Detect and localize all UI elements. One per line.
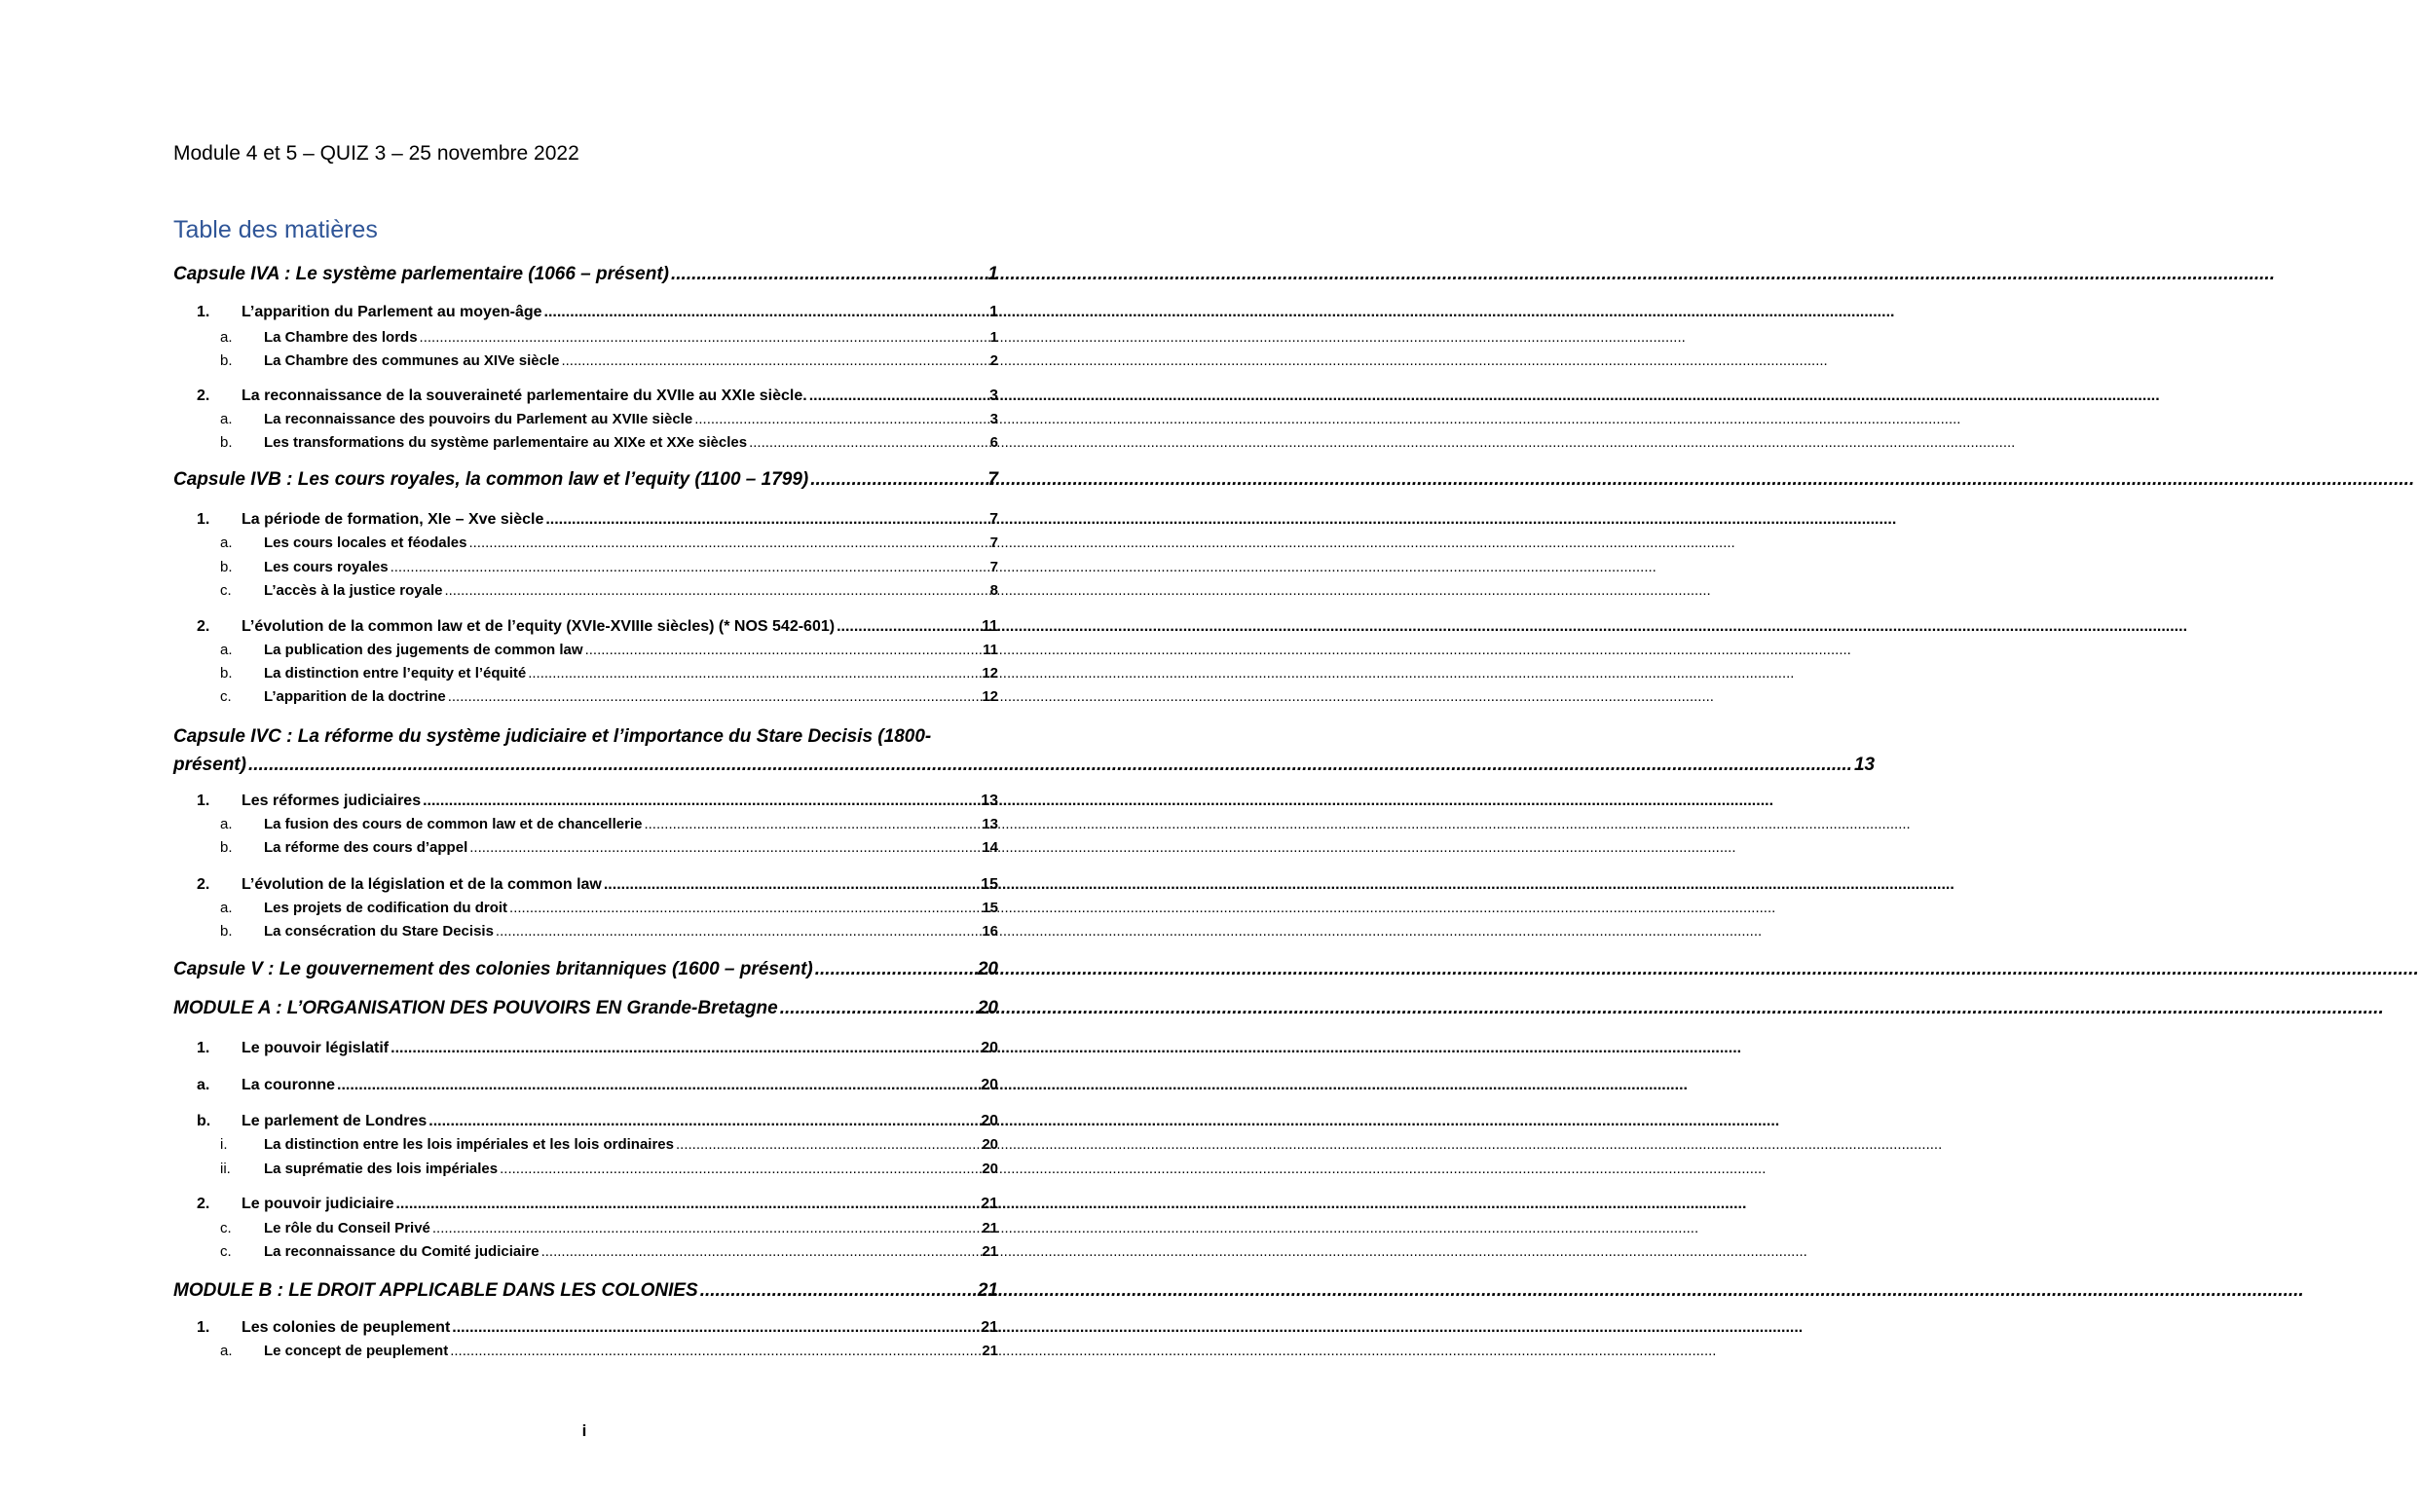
toc-page-number: 21	[977, 1280, 998, 1301]
toc-entry-label: La distinction entre les lois impériales et les lois ordinaires	[264, 1136, 674, 1153]
toc-entry-iva-2[interactable]	[197, 387, 998, 405]
toc-entry-label: Les colonies de peuplement	[242, 1319, 451, 1336]
toc-entry-label: Le pouvoir législatif	[242, 1040, 390, 1056]
toc-leader	[391, 1040, 979, 1057]
toc-entry-ma-2[interactable]	[197, 1196, 998, 1213]
toc-page-number: 8	[989, 582, 998, 599]
toc-entry-ma-bi[interactable]	[220, 1136, 998, 1153]
toc-leader	[391, 559, 988, 575]
toc-page-number: 3	[989, 411, 998, 427]
toc-leader	[500, 1161, 980, 1177]
toc-page-number: 11	[983, 642, 998, 658]
toc-entry-ma-b[interactable]	[197, 1113, 998, 1130]
toc-entry-label: Les cours royales	[264, 559, 389, 575]
toc-page-number: 14	[982, 839, 998, 856]
toc-entry-ivb-2[interactable]	[197, 618, 998, 636]
toc-leader	[561, 352, 987, 369]
toc-entry-number: b.	[197, 1113, 211, 1129]
toc-entry-number: 1.	[197, 793, 210, 809]
toc-leader	[468, 535, 987, 551]
toc-page-number: 15	[982, 900, 998, 916]
toc-leader	[837, 618, 980, 636]
toc-page-number: 15	[981, 876, 998, 893]
toc-entry-ivb-2b[interactable]	[220, 665, 998, 682]
toc-page-number: 12	[982, 688, 998, 705]
document-title: Module 4 et 5 – QUIZ 3 – 25 novembre 2022	[173, 142, 579, 165]
toc-page-number: 3	[989, 387, 998, 404]
toc-entry-number: 1.	[197, 1319, 210, 1336]
toc-entry-mb-1a[interactable]	[220, 1343, 998, 1359]
toc-entry-module-b[interactable]	[173, 1280, 998, 1302]
toc-page-number: 1	[987, 264, 998, 284]
toc-entry-label: Le rôle du Conseil Privé	[264, 1220, 430, 1236]
toc-leader	[815, 959, 976, 980]
toc-entry-number: a.	[220, 411, 233, 427]
toc-page-number: 21	[981, 1196, 998, 1212]
toc-entry-ivb-1c[interactable]	[220, 582, 998, 599]
toc-entry-number: a.	[220, 642, 233, 658]
toc-entry-number: b.	[220, 434, 233, 451]
toc-leader	[585, 642, 982, 658]
toc-leader	[337, 1077, 979, 1094]
toc-entry-ma-2c-1[interactable]	[220, 1220, 998, 1236]
toc-entry-number: 2.	[197, 876, 210, 893]
toc-leader	[541, 1243, 981, 1260]
toc-entry-label: La publication des jugements de common law	[264, 642, 583, 658]
toc-leader	[676, 1136, 980, 1153]
toc-page-number: 16	[982, 923, 998, 940]
toc-entry-label: La distinction entre l’equity et l’équité	[264, 665, 527, 682]
toc-entry-ivb-1b[interactable]	[220, 559, 998, 575]
toc-entry-label: La reconnaissance du Comité judiciaire	[264, 1243, 540, 1260]
toc-entry-label: La suprématie des lois impériales	[264, 1161, 499, 1177]
toc-entry-label: Capsule IVB : Les cours royales, la common law et l’equity (1100 – 1799)	[173, 469, 809, 490]
toc-entry-label: L’apparition du Parlement au moyen-âge	[242, 304, 542, 320]
toc-entry-label: L’évolution de la législation et de la common law	[242, 876, 602, 893]
toc-entry-ma-2c-2[interactable]	[220, 1243, 998, 1260]
toc-entry-number: ii.	[220, 1161, 231, 1177]
toc-entry-iva-1a[interactable]	[220, 329, 998, 346]
toc-entry-ivc-2b[interactable]	[220, 923, 998, 940]
toc-entry-number: b.	[220, 923, 233, 940]
toc-entry-number: a.	[220, 816, 233, 832]
toc-entry-label: Les projets de codification du droit	[264, 900, 508, 916]
toc-page-number: 20	[977, 998, 998, 1018]
toc-leader	[432, 1220, 980, 1236]
toc-entry-iva-1b[interactable]	[220, 352, 998, 369]
toc-page-number: 7	[989, 511, 998, 528]
toc-page-number: 21	[982, 1220, 998, 1236]
toc-entry-number: i.	[220, 1136, 228, 1153]
toc-leader	[444, 582, 987, 599]
toc-page-number: 11	[982, 618, 998, 635]
toc-entry-label: La reconnaissance de la souveraineté parlementaire du XVIIe au XXIe siècle.	[242, 387, 807, 404]
toc-leader	[544, 304, 988, 321]
toc-entry-number: 2.	[197, 1196, 210, 1212]
toc-page-number: 21	[981, 1319, 998, 1336]
toc-entry-label: MODULE B : LE DROIT APPLICABLE DANS LES COLONIES	[173, 1280, 698, 1301]
toc-entry-number: c.	[220, 1220, 232, 1236]
toc-entry-label: Capsule IVC : La réforme du système judiciaire et l’importance du Stare Decisis (1800-	[173, 726, 932, 747]
toc-leader	[450, 1343, 980, 1359]
toc-entry-number: 1.	[197, 1040, 210, 1056]
toc-page-number: 20	[982, 1161, 998, 1177]
toc-entry-label: Le concept de peuplement	[264, 1343, 449, 1359]
toc-entry-number: 2.	[197, 387, 210, 404]
toc-page-number: 20	[977, 959, 998, 979]
toc-leader	[428, 1113, 979, 1130]
toc-leader	[509, 900, 980, 916]
toc-page-number: 1	[989, 329, 998, 346]
toc-page-number: 7	[989, 535, 998, 551]
toc-leader	[395, 1196, 979, 1213]
toc-entry-number: b.	[220, 352, 233, 369]
toc-page-number: 20	[981, 1113, 998, 1129]
toc-leader	[248, 751, 1852, 779]
toc-entry-label: L’évolution de la common law et de l’equity (XVIe-XVIIIe siècles) (* NOS 542-601)	[242, 618, 836, 635]
toc-entry-number: a.	[220, 329, 233, 346]
toc-entry-ivb-1a[interactable]	[220, 535, 998, 551]
toc-entry-capsule-ivc[interactable]	[173, 722, 1876, 779]
toc-entry-ivc-1b[interactable]	[220, 839, 998, 856]
toc-entry-label: Le pouvoir judiciaire	[242, 1196, 394, 1212]
toc-page-number: 7	[989, 559, 998, 575]
toc-entry-capsule-iva[interactable]	[173, 264, 998, 285]
toc-leader	[700, 1280, 976, 1302]
toc-entry-number: c.	[220, 582, 232, 599]
toc-leader	[528, 665, 980, 682]
toc-leader	[671, 264, 986, 285]
toc-page-number: 13	[982, 816, 998, 832]
toc-entry-label: L’apparition de la doctrine	[264, 688, 446, 705]
toc-leader	[420, 329, 988, 346]
toc-page-number: 20	[982, 1136, 998, 1153]
toc-leader	[809, 387, 987, 405]
toc-entry-ivb-2c[interactable]	[220, 688, 998, 705]
toc-entry-label: L’accès à la justice royale	[264, 582, 443, 599]
toc-entry-number: 1.	[197, 511, 210, 528]
toc-page-number: 20	[981, 1040, 998, 1056]
toc-leader	[545, 511, 987, 529]
toc-entry-iva-2a[interactable]	[220, 411, 998, 427]
toc-entry-mb-1[interactable]	[197, 1319, 998, 1337]
toc-leader	[749, 434, 988, 451]
toc-entry-label: La Chambre des lords	[264, 329, 418, 346]
toc-entry-number: a.	[197, 1077, 210, 1093]
toc-page-number: 20	[981, 1077, 998, 1093]
toc-entry-label: La période de formation, XIe – Xve siècle	[242, 511, 544, 528]
toc-entry-label: Les transformations du système parlementaire au XIXe et XXe siècles	[264, 434, 748, 451]
toc-entry-ma-bii[interactable]	[220, 1161, 998, 1177]
toc-page-number: 21	[982, 1343, 998, 1359]
toc-page-number: 7	[987, 469, 998, 490]
toc-leader	[694, 411, 987, 427]
toc-leader	[604, 876, 979, 894]
toc-page-number: 6	[989, 434, 998, 451]
toc-entry-number: b.	[220, 839, 233, 856]
toc-entry-ivb-2a[interactable]	[220, 642, 998, 658]
toc-entry-label: La fusion des cours de common law et de chancellerie	[264, 816, 643, 832]
toc-leader	[644, 816, 980, 832]
toc-entry-label: Le parlement de Londres	[242, 1113, 428, 1129]
toc-entry-label: Les cours locales et féodales	[264, 535, 467, 551]
toc-entry-capsule-ivb[interactable]	[173, 469, 998, 491]
toc-leader	[423, 793, 979, 810]
toc-entry-ivb-1[interactable]	[197, 511, 998, 529]
toc-page-number: 1	[989, 304, 998, 320]
toc-entry-label-continued: présent)	[173, 755, 246, 775]
toc-heading: Table des matières	[173, 216, 378, 243]
toc-entry-iva-1[interactable]	[197, 304, 998, 321]
toc-entry-label: Capsule V : Le gouvernement des colonies britanniques (1600 – présent)	[173, 959, 813, 979]
toc-leader	[780, 998, 976, 1019]
toc-page-number: 21	[982, 1243, 998, 1260]
toc-entry-number: a.	[220, 1343, 233, 1359]
toc-entry-label: Capsule IVA : Le système parlementaire (1066 – présent)	[173, 264, 669, 284]
toc-page-number: 13	[981, 793, 998, 809]
toc-entry-number: a.	[220, 535, 233, 551]
toc-entry-number: a.	[220, 900, 233, 916]
toc-leader	[469, 839, 980, 856]
toc-entry-label: Les réformes judiciaires	[242, 793, 422, 809]
toc-leader	[452, 1319, 979, 1337]
toc-entry-label: La reconnaissance des pouvoirs du Parlement au XVIIe siècle	[264, 411, 693, 427]
toc-entry-ivc-1[interactable]	[197, 793, 998, 810]
toc-entry-ma-a[interactable]	[197, 1077, 998, 1094]
toc-entry-number: c.	[220, 1243, 232, 1260]
toc-entry-label: La Chambre des communes au XIVe siècle	[264, 352, 560, 369]
toc-entry-iva-2b[interactable]	[220, 434, 998, 451]
toc-entry-ivc-2a[interactable]	[220, 900, 998, 916]
toc-entry-module-a[interactable]	[173, 998, 998, 1019]
toc-entry-label: MODULE A : L’ORGANISATION DES POUVOIRS EN Grande-Bretagne	[173, 998, 778, 1018]
toc-page-number: 2	[989, 352, 998, 369]
toc-page-number: 12	[982, 665, 998, 682]
toc-entry-ivc-1a[interactable]	[220, 816, 998, 832]
toc-leader	[496, 923, 980, 940]
page-number: i	[581, 1421, 587, 1440]
toc-entry-ivc-2[interactable]	[197, 876, 998, 894]
toc-entry-number: c.	[220, 688, 232, 705]
toc-entry-number: 2.	[197, 618, 210, 635]
toc-entry-ma-1[interactable]	[197, 1040, 998, 1057]
toc-entry-label: La consécration du Stare Decisis	[264, 923, 494, 940]
toc-page-number: 13	[1853, 755, 1876, 775]
toc-leader	[810, 469, 986, 491]
toc-entry-capsule-v[interactable]	[173, 959, 998, 980]
toc-entry-label: La couronne	[242, 1077, 336, 1093]
toc-entry-number: 1.	[197, 304, 210, 320]
toc-entry-number: b.	[220, 559, 233, 575]
toc-entry-number: b.	[220, 665, 233, 682]
toc-entry-label: La réforme des cours d’appel	[264, 839, 468, 856]
toc-leader	[448, 688, 981, 705]
